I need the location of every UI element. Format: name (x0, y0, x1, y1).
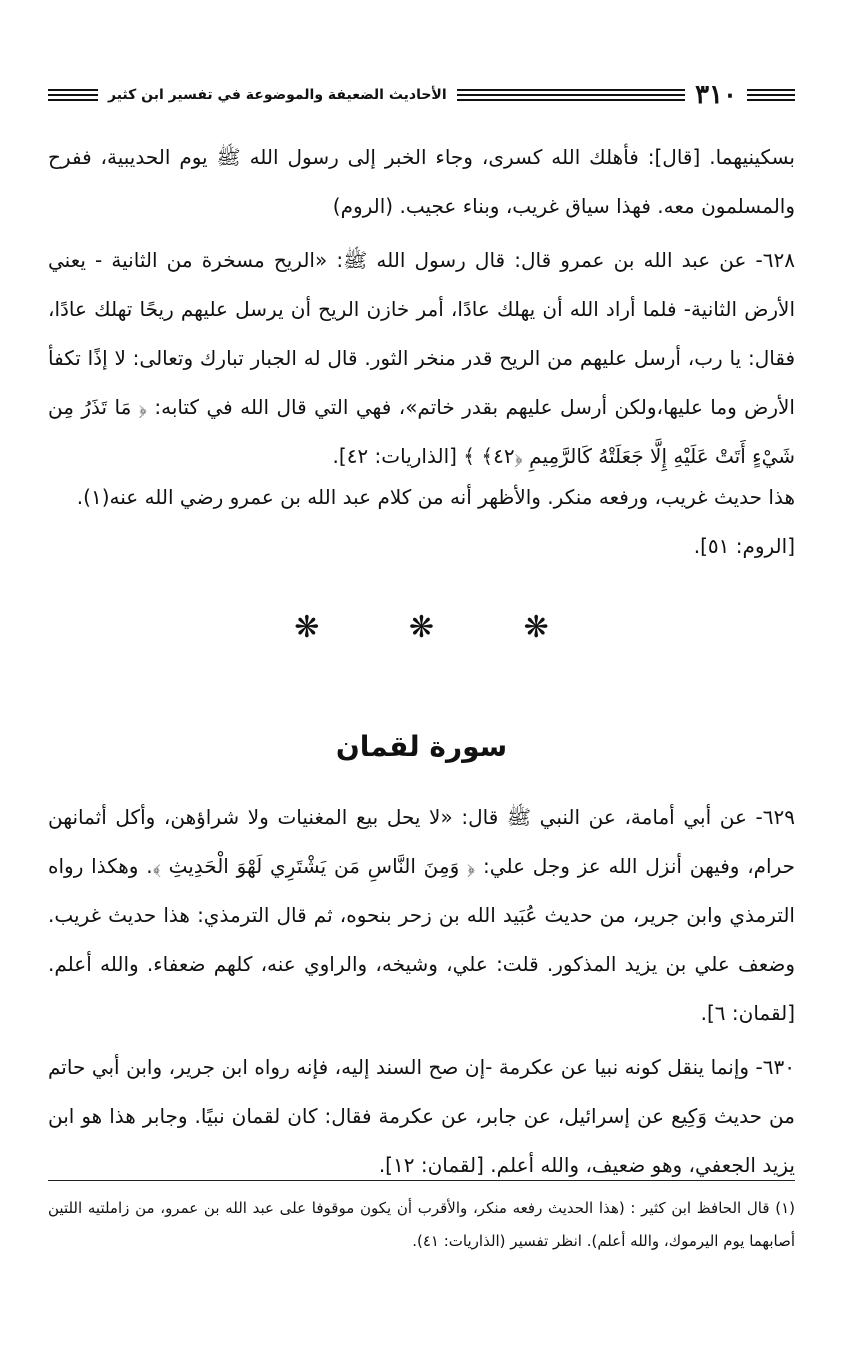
surah-reference: [الروم: ٥١]. (693, 534, 795, 558)
page-number: ٣١٠ (695, 80, 737, 110)
hadith-630: ٦٣٠- وإنما ينقل كونه نبيا عن عكرمة -إن صح السند إليه، فإنه رواه ابن جرير، وابن أبي حاتم من حديث وَكِيع عن إسرائيل، عن جابر، عن عكرمة فقال: كان لقمان نبيًا. وجابر هذا هو ابن يزيد الجعفي، وهو ضعيف، والله أعلم. [لقمان: ١٢]. (48, 1055, 795, 1177)
footnote: (١) قال الحافظ ابن كثير : (هذا الحديث رفعه منكر، والأقرب أن يكون موقوفا على عبد الله بن عمرو، من زاملتيه اللتين أصابهما يوم اليرموك، والله أعلم). انظر تفسير (الذاريات: ٤١). (48, 1199, 795, 1250)
paragraph-continuation: بسكينيهما. [قال]: فأهلك الله كسرى، وجاء الخبر إلى رسول الله ﷺ يوم الحديبية، ففرح والمسلمون معه. فهذا سياق غريب، وبناء عجيب. (الروم) (48, 145, 795, 218)
section-separator: ❋ ❋ ❋ (294, 610, 589, 645)
header-rule-left (48, 89, 98, 101)
hadith-629: ٦٢٩- عن أبي أمامة، عن النبي ﷺ قال: «لا يحل بيع المغنيات ولا شراؤهن، وأكل أثمانهن حرام، وفيهن أنزل الله عز وجل علي: ﴿ وَمِنَ النَّاسِ مَن يَشْتَرِي لَهْوَ الْحَدِيثِ ﴾. وهكذا رواه الترمذي وابن جرير، من حديث عُبَيد الله بن زحر بنحوه، ثم قال الترمذي: هذا حديث غريب. وضعف علي بن يزيد المذكور. قلت: علي، وشيخه، والراوي عنه، كلهم ضعفاء. والله أعلم. [لقمان: ٦]. (48, 805, 795, 1025)
hadith-628-commentary: هذا حديث غريب، ورفعه منكر. والأظهر أنه من كلام عبد الله بن عمرو رضي الله عنه(١). (76, 485, 795, 509)
hadith-628: ٦٢٨- عن عبد الله بن عمرو قال: قال رسول الله ﷺ: «الريح مسخرة من الثانية - يعني الأرض الثانية- فلما أراد الله أن يهلك عادًا، أمر خازن الريح أن يرسل عليهم ريحًا تهلك عادًا، فقال: يا رب، أرسل عليهم من الريح قدر منخر الثور. قال له الجبار تبارك وتعالى: لا إذًا تكفأ الأرض وما عليها،ولكن أرسل عليهم بقدر خاتم»، فهي التي قال الله في كتابه: ﴿ مَا تَذَرُ مِن شَيْءٍ أَتَتْ عَلَيْهِ إِلَّا جَعَلَتْهُ كَالرَّمِيمِ ﴿٤٢﴾ ﴾ [الذاريات: ٤٢]. (48, 248, 795, 468)
header-rule-middle (457, 89, 685, 101)
running-header (48, 80, 795, 110)
footnote-divider (48, 1180, 795, 1181)
surah-title: سورة لقمان (335, 730, 508, 763)
header-rule-right (747, 89, 795, 101)
running-title: الأحاديث الضعيفة والموضوعة في تفسير ابن كثير (108, 87, 447, 103)
